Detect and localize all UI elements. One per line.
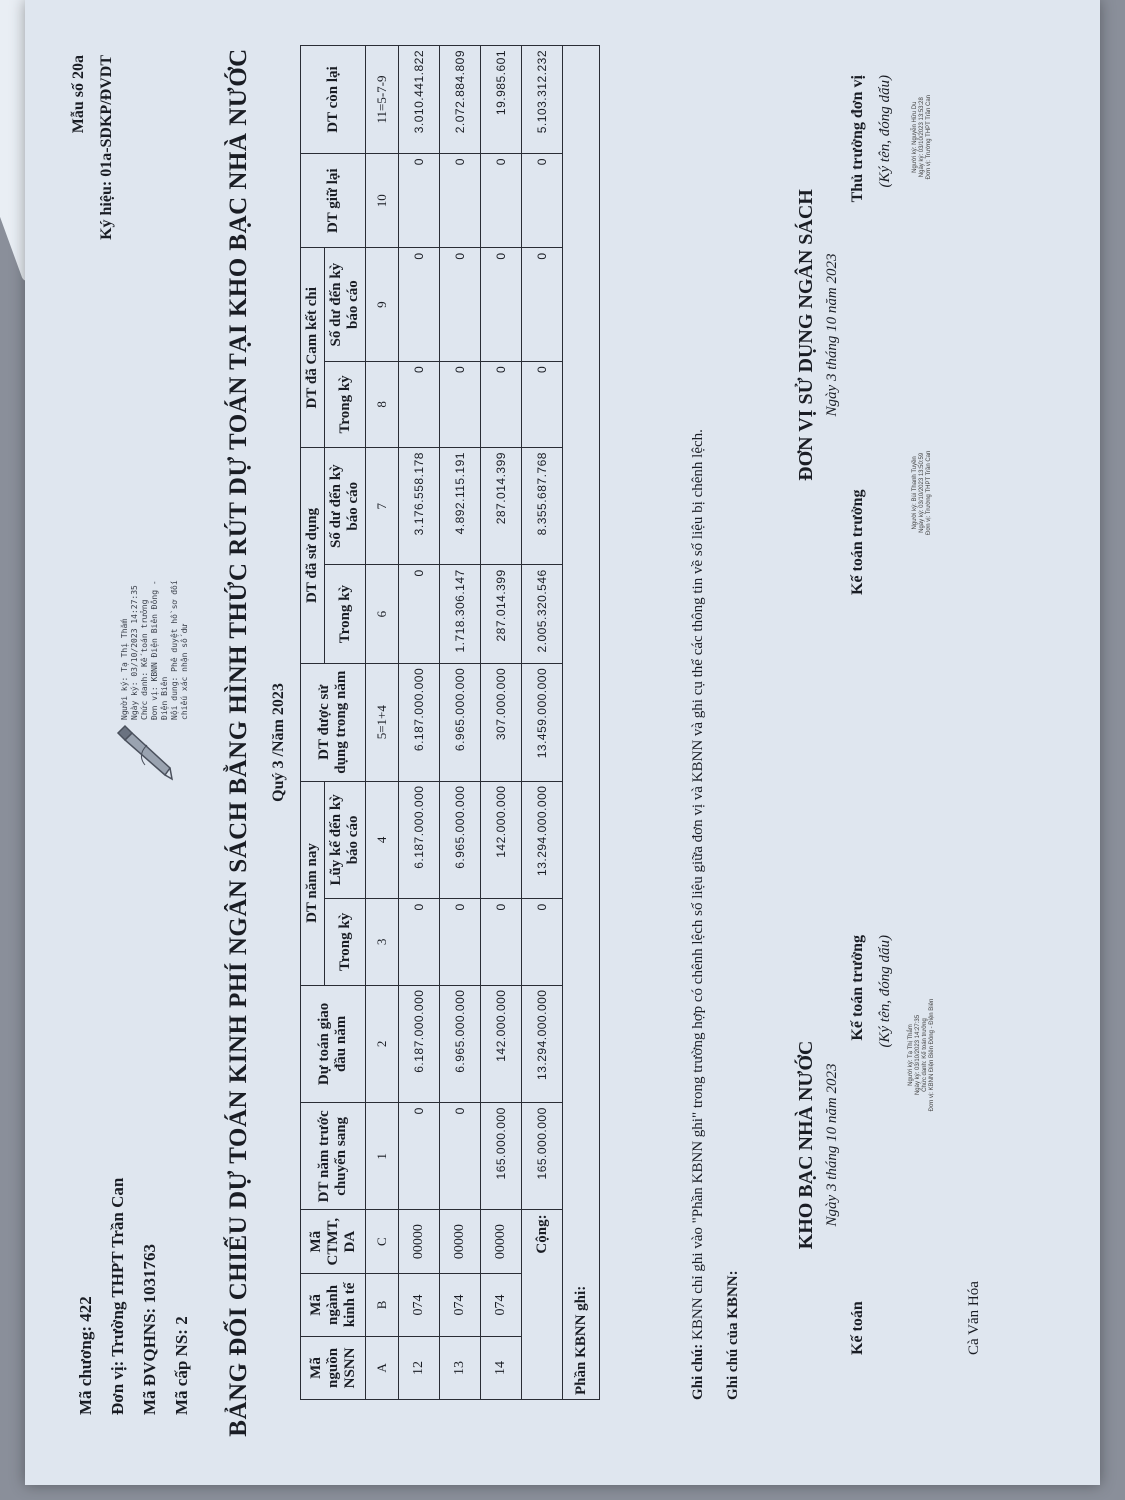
unit-date: Ngày 3 tháng 10 năm 2023	[824, 253, 840, 417]
cell: 3.176.558.178	[399, 448, 440, 565]
treasury-roles	[849, 935, 867, 1355]
paper-sheet	[25, 0, 1100, 1485]
col-econ: Mã ngành kinh tế	[301, 1273, 366, 1336]
cell: 0	[481, 899, 522, 985]
table-index-row	[366, 46, 399, 1400]
unit-signature-block	[795, 75, 933, 595]
document-subtitle: Quý 3 /Năm 2023	[270, 683, 287, 802]
form-number: Mẫu số 20a	[70, 55, 87, 134]
col-prog: Mã CTMT, DA	[301, 1210, 366, 1274]
cell: 074	[481, 1273, 522, 1336]
cell: 307.000.000	[481, 663, 522, 781]
index-cell: 6	[366, 565, 399, 664]
stamp-line: Chức danh: Kế toán trưởng	[140, 599, 149, 720]
cell: 6.965.000.000	[440, 663, 481, 781]
digital-signatures	[912, 75, 933, 595]
cell: 19.985.601	[481, 46, 522, 154]
digital-signature-pen-icon	[105, 715, 175, 785]
role-unit-head: Thủ trưởng đơn vị	[849, 75, 866, 203]
footnote	[690, 429, 707, 1400]
total-cell: 5.103.312.232	[522, 46, 563, 154]
col-remaining: DT còn lại	[301, 46, 366, 154]
cell: 14	[481, 1336, 522, 1399]
total-cell: 0	[522, 361, 563, 447]
stamp-line: Người ký: Tạ Thị Thắm	[120, 618, 129, 720]
cell: 4.892.115.191	[440, 448, 481, 565]
budget-level: Mã cấp NS: 2	[172, 1316, 191, 1415]
cell: 0	[399, 248, 440, 361]
cell: 0	[440, 361, 481, 447]
signature-line: Người ký: Tạ Thị Thắm	[908, 1024, 914, 1086]
stamp-line: Nội dung: Phê duyệt hồ sơ đối	[170, 580, 179, 720]
index-cell: 8	[366, 361, 399, 447]
index-cell: 2	[366, 985, 399, 1103]
unit-code: Mã ĐVQHNS: 1031763	[140, 1244, 159, 1415]
cell: 6.965.000.000	[440, 781, 481, 899]
cell: 3.010.441.822	[399, 46, 440, 154]
index-cell: 1	[366, 1103, 399, 1210]
treasury-signature-block	[795, 935, 983, 1355]
cell: 00000	[399, 1210, 440, 1274]
index-cell: 11=5-7-9	[366, 46, 399, 154]
unit-roles	[849, 75, 867, 595]
stamp-line: Ngày ký: 03/10/2023 14:27:35	[130, 585, 139, 720]
cell: 0	[399, 361, 440, 447]
cell: 12	[399, 1336, 440, 1399]
cell: 00000	[481, 1210, 522, 1274]
signature-line: Ngày ký: 03/10/2023 14:27:35	[915, 1014, 921, 1096]
stamp-line: Điện Biên	[160, 676, 169, 720]
treasury-name: KHO BẠC NHÀ NƯỚC	[795, 1040, 817, 1250]
chapter-code: Mã chương: 422	[76, 1296, 95, 1415]
signature-line: Người ký: Bùi Thanh Tuyền	[912, 456, 918, 530]
index-cell: A	[366, 1336, 399, 1399]
total-cell: 13.459.000.000	[522, 663, 563, 781]
sign-hint: (Ký tên, đóng dấu)	[877, 75, 893, 188]
cell: 00000	[440, 1210, 481, 1274]
cell: 2.072.884.809	[440, 46, 481, 154]
sub-in-period: Trong kỳ	[325, 361, 366, 447]
cell: 0	[440, 1103, 481, 1210]
sub-balance: Số dư đến kỳ báo cáo	[325, 248, 366, 361]
cell: 0	[481, 154, 522, 248]
sub-in-period: Trong kỳ	[325, 565, 366, 664]
header-right	[65, 55, 121, 240]
unit-org-name: ĐƠN VỊ SỬ DỤNG NGÂN SÁCH	[795, 189, 817, 481]
sub-in-period: Trong kỳ	[325, 899, 366, 985]
col-usable: DT được sử dụng trong năm	[301, 663, 366, 781]
total-cell: 0	[522, 899, 563, 985]
index-cell: 3	[366, 899, 399, 985]
index-cell: 9	[366, 248, 399, 361]
cell: 6.187.000.000	[399, 663, 440, 781]
total-cell: 13.294.000.000	[522, 985, 563, 1103]
signature-line: Ngày ký: 03/10/2023 13:53:28	[919, 97, 925, 178]
cell: 6.187.000.000	[399, 781, 440, 899]
cell: 0	[399, 899, 440, 985]
footnote-label: Ghi chú:	[690, 1343, 706, 1400]
total-cell: 0	[522, 154, 563, 248]
form-symbol: Ký hiệu: 01a-SDKP/ĐVDT	[98, 55, 115, 240]
total-cell: 0	[522, 248, 563, 361]
signature-line: Người ký: Nguyễn Hữu Du	[912, 101, 918, 173]
cell: 0	[399, 1103, 440, 1210]
total-cell: 165.000.000	[522, 1103, 563, 1210]
header-left	[70, 1178, 198, 1415]
cell: 0	[481, 361, 522, 447]
cell: 6.187.000.000	[399, 985, 440, 1103]
stamp-line: Đơn vị: KBNN Điện Biên Đông -	[150, 580, 159, 720]
unit-name: Đơn vị: Trường THPT Trần Can	[108, 1177, 127, 1415]
digital-signature-info	[912, 451, 933, 535]
table-row	[440, 46, 481, 1400]
index-cell: B	[366, 1273, 399, 1336]
col-prev: DT năm trước chuyển sang	[301, 1103, 366, 1210]
table-row	[481, 46, 522, 1400]
col-source: Mã nguồn NSNN	[301, 1336, 366, 1399]
document-page	[25, 0, 1100, 1485]
table-row	[399, 46, 440, 1400]
cell: 6.965.000.000	[440, 985, 481, 1103]
index-cell: 4	[366, 781, 399, 899]
col-this-year: DT năm nay	[301, 781, 325, 985]
col-committed: DT đã Cam kết chi	[301, 248, 325, 448]
kbnn-note-label: Phần KBNN ghi:	[563, 46, 600, 1400]
total-cell: 13.294.000.000	[522, 781, 563, 899]
cell: 0	[481, 248, 522, 361]
treasury-date: Ngày 3 tháng 10 năm 2023	[824, 1063, 840, 1227]
cell: 1.718.306.147	[440, 565, 481, 664]
digital-signature-info	[912, 95, 933, 179]
signature-line: Ngày ký: 03/10/2023 13:50:59	[919, 452, 925, 533]
total-cell: 2.005.320.546	[522, 565, 563, 664]
cell: 287.014.399	[481, 448, 522, 565]
table-total-row	[522, 46, 563, 1400]
digital-signature-info	[908, 935, 936, 1175]
cell: 13	[440, 1336, 481, 1399]
sub-balance: Số dư đến kỳ báo cáo	[325, 448, 366, 565]
sign-hint: (Ký tên, đóng dấu)	[877, 935, 893, 1048]
cell: 0	[399, 154, 440, 248]
index-cell: 7	[366, 448, 399, 565]
accountant-name: Cà Văn Hóa	[966, 1281, 982, 1355]
cell: 287.014.399	[481, 565, 522, 664]
signature-line: Đơn vị: KBNN Điện Biên Đông - Điện Biên	[929, 998, 935, 1112]
cell: 0	[440, 899, 481, 985]
col-assigned: Dự toán giao đầu năm	[301, 985, 366, 1103]
total-label: Cộng:	[522, 1210, 563, 1400]
col-kept: DT giữ lại	[301, 154, 366, 248]
cell: 0	[440, 248, 481, 361]
cell: 142.000.000	[481, 985, 522, 1103]
footnote-text: KBNN chỉ ghi vào "Phần KBNN ghi" trong trường hợp có chênh lệch số liệu giữa đơn vị và KBNN và ghi cụ thể các thông tin về số liệu bị chênh lệch.	[690, 429, 706, 1340]
sub-cumulative: Lũy kế đến kỳ báo cáo	[325, 781, 366, 899]
digital-signature-stamp	[120, 500, 190, 720]
role-accountant: Kế toán	[849, 1301, 866, 1355]
cell: 165.000.000	[481, 1103, 522, 1210]
kbnn-note-row	[563, 46, 600, 1400]
cell: 142.000.000	[481, 781, 522, 899]
index-cell: C	[366, 1210, 399, 1274]
cell: 0	[399, 565, 440, 664]
signature-line: Chức danh: Kế toán trưởng	[922, 1018, 928, 1092]
reconciliation-table	[300, 45, 600, 1400]
signature-line: Đơn vị: Trường THPT Trần Can	[926, 95, 932, 180]
document-title: BẢNG ĐỐI CHIẾU DỰ TOÁN KINH PHÍ NGÂN SÁCH BẰNG HÌNH THỨC RÚT DỰ TOÁN TẠI KHO BẠC NHÀ NƯỚC	[225, 48, 252, 1437]
role-chief-accountant: Kế toán trưởng	[849, 489, 866, 595]
signature-line: Đơn vị: Trường THPT Trần Can	[926, 450, 932, 535]
index-cell: 5=1+4	[366, 663, 399, 781]
cell: 0	[440, 154, 481, 248]
stamp-line: chiếu xác nhận số dư	[180, 623, 189, 720]
role-chief-accountant: Kế toán trưởng	[849, 935, 866, 1041]
cell: 074	[399, 1273, 440, 1336]
kbnn-remarks-label: Ghi chú của KBNN:	[725, 1270, 741, 1400]
total-cell: 8.355.687.768	[522, 448, 563, 565]
col-used: DT đã sử dụng	[301, 448, 325, 664]
index-cell: 10	[366, 154, 399, 248]
cell: 074	[440, 1273, 481, 1336]
